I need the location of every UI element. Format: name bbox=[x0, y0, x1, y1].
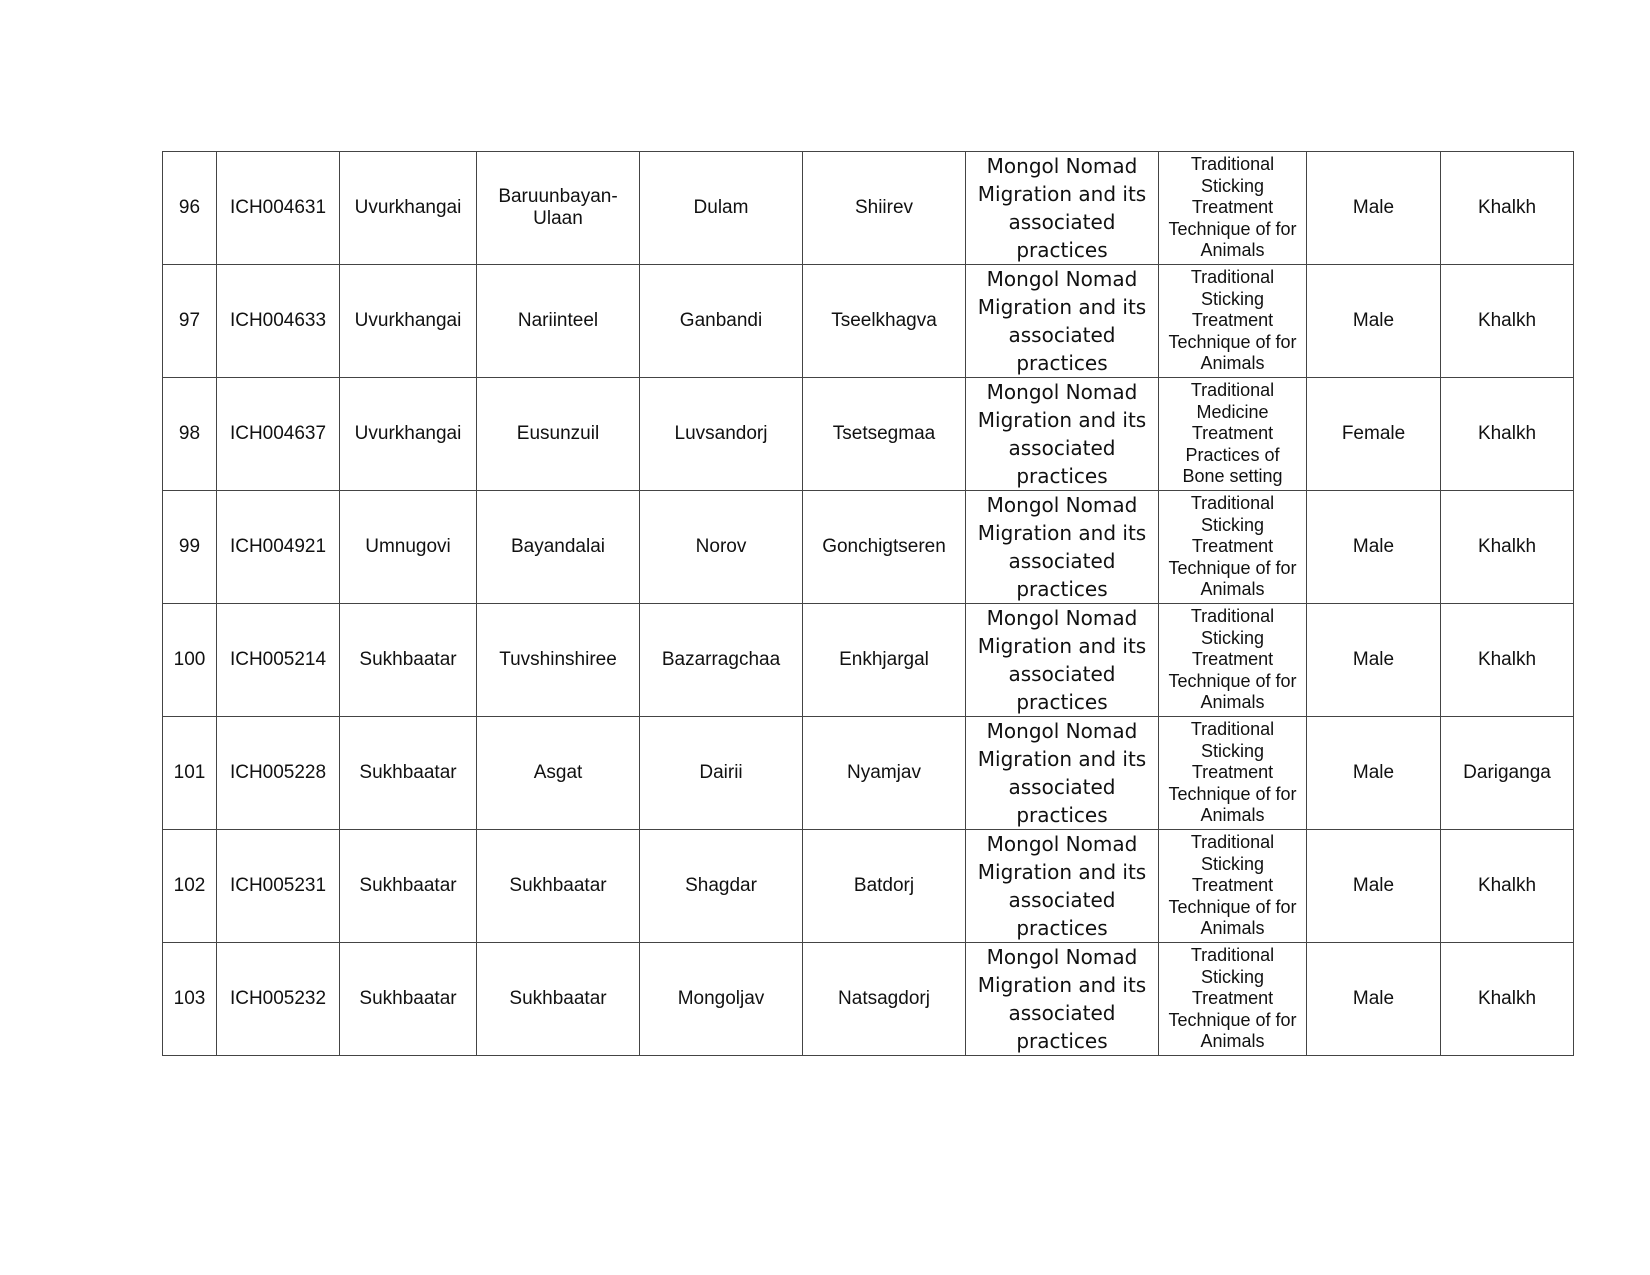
ich-domain: Traditional Sticking Treatment Technique of for Animals bbox=[1159, 604, 1307, 717]
family-name: Tsetsegmaa bbox=[803, 378, 966, 491]
bearer-registry-table bbox=[162, 151, 1574, 1056]
registration-id: ICH004631 bbox=[217, 152, 340, 265]
ethnicity: Khalkh bbox=[1441, 152, 1574, 265]
row-number: 101 bbox=[163, 717, 217, 830]
gender: Male bbox=[1307, 943, 1441, 1056]
ich-element: Mongol Nomad Migration and its associated practices bbox=[966, 152, 1159, 265]
province: Uvurkhangai bbox=[340, 152, 477, 265]
first-name: Luvsandorj bbox=[640, 378, 803, 491]
ethnicity: Khalkh bbox=[1441, 378, 1574, 491]
row-number: 100 bbox=[163, 604, 217, 717]
ich-element: Mongol Nomad Migration and its associated practices bbox=[966, 378, 1159, 491]
ich-domain: Traditional Sticking Treatment Technique of for Animals bbox=[1159, 265, 1307, 378]
row-number: 102 bbox=[163, 830, 217, 943]
registration-id: ICH005228 bbox=[217, 717, 340, 830]
gender: Male bbox=[1307, 830, 1441, 943]
gender: Male bbox=[1307, 604, 1441, 717]
table-row bbox=[163, 152, 1574, 265]
table-row bbox=[163, 604, 1574, 717]
ich-domain: Traditional Sticking Treatment Technique of for Animals bbox=[1159, 717, 1307, 830]
ich-element: Mongol Nomad Migration and its associated practices bbox=[966, 717, 1159, 830]
first-name: Bazarragchaa bbox=[640, 604, 803, 717]
first-name: Dairii bbox=[640, 717, 803, 830]
province: Sukhbaatar bbox=[340, 943, 477, 1056]
ethnicity: Khalkh bbox=[1441, 943, 1574, 1056]
table-row bbox=[163, 378, 1574, 491]
row-number: 98 bbox=[163, 378, 217, 491]
province: Umnugovi bbox=[340, 491, 477, 604]
registration-id: ICH004921 bbox=[217, 491, 340, 604]
province: Uvurkhangai bbox=[340, 265, 477, 378]
table-row bbox=[163, 491, 1574, 604]
table-row bbox=[163, 717, 1574, 830]
province: Sukhbaatar bbox=[340, 604, 477, 717]
ich-domain: Traditional Sticking Treatment Technique of for Animals bbox=[1159, 491, 1307, 604]
first-name: Norov bbox=[640, 491, 803, 604]
registration-id: ICH005231 bbox=[217, 830, 340, 943]
soum: Sukhbaatar bbox=[477, 830, 640, 943]
gender: Male bbox=[1307, 152, 1441, 265]
gender: Female bbox=[1307, 378, 1441, 491]
registration-id: ICH005232 bbox=[217, 943, 340, 1056]
ethnicity: Khalkh bbox=[1441, 830, 1574, 943]
soum: Baruunbayan-Ulaan bbox=[477, 152, 640, 265]
ich-element: Mongol Nomad Migration and its associated practices bbox=[966, 830, 1159, 943]
province: Sukhbaatar bbox=[340, 830, 477, 943]
ethnicity: Khalkh bbox=[1441, 265, 1574, 378]
family-name: Nyamjav bbox=[803, 717, 966, 830]
family-name: Gonchigtseren bbox=[803, 491, 966, 604]
family-name: Shiirev bbox=[803, 152, 966, 265]
soum: Sukhbaatar bbox=[477, 943, 640, 1056]
gender: Male bbox=[1307, 717, 1441, 830]
first-name: Dulam bbox=[640, 152, 803, 265]
first-name: Mongoljav bbox=[640, 943, 803, 1056]
row-number: 96 bbox=[163, 152, 217, 265]
ich-domain: Traditional Sticking Treatment Technique of for Animals bbox=[1159, 943, 1307, 1056]
soum: Bayandalai bbox=[477, 491, 640, 604]
gender: Male bbox=[1307, 265, 1441, 378]
soum: Asgat bbox=[477, 717, 640, 830]
soum: Eusunzuil bbox=[477, 378, 640, 491]
row-number: 103 bbox=[163, 943, 217, 1056]
ich-element: Mongol Nomad Migration and its associated practices bbox=[966, 943, 1159, 1056]
gender: Male bbox=[1307, 491, 1441, 604]
registration-id: ICH005214 bbox=[217, 604, 340, 717]
family-name: Tseelkhagva bbox=[803, 265, 966, 378]
registration-id: ICH004637 bbox=[217, 378, 340, 491]
row-number: 99 bbox=[163, 491, 217, 604]
table-row bbox=[163, 943, 1574, 1056]
family-name: Natsagdorj bbox=[803, 943, 966, 1056]
ich-domain: Traditional Sticking Treatment Technique of for Animals bbox=[1159, 830, 1307, 943]
registration-id: ICH004633 bbox=[217, 265, 340, 378]
ich-element: Mongol Nomad Migration and its associated practices bbox=[966, 604, 1159, 717]
ich-domain: Traditional Sticking Treatment Technique of for Animals bbox=[1159, 152, 1307, 265]
table-row bbox=[163, 265, 1574, 378]
family-name: Batdorj bbox=[803, 830, 966, 943]
province: Sukhbaatar bbox=[340, 717, 477, 830]
family-name: Enkhjargal bbox=[803, 604, 966, 717]
soum: Nariinteel bbox=[477, 265, 640, 378]
table-row bbox=[163, 830, 1574, 943]
first-name: Shagdar bbox=[640, 830, 803, 943]
soum: Tuvshinshiree bbox=[477, 604, 640, 717]
ethnicity: Khalkh bbox=[1441, 604, 1574, 717]
province: Uvurkhangai bbox=[340, 378, 477, 491]
first-name: Ganbandi bbox=[640, 265, 803, 378]
ich-element: Mongol Nomad Migration and its associated practices bbox=[966, 265, 1159, 378]
ethnicity: Dariganga bbox=[1441, 717, 1574, 830]
ich-element: Mongol Nomad Migration and its associated practices bbox=[966, 491, 1159, 604]
ich-domain: Traditional Medicine Treatment Practices of Bone setting bbox=[1159, 378, 1307, 491]
ethnicity: Khalkh bbox=[1441, 491, 1574, 604]
row-number: 97 bbox=[163, 265, 217, 378]
